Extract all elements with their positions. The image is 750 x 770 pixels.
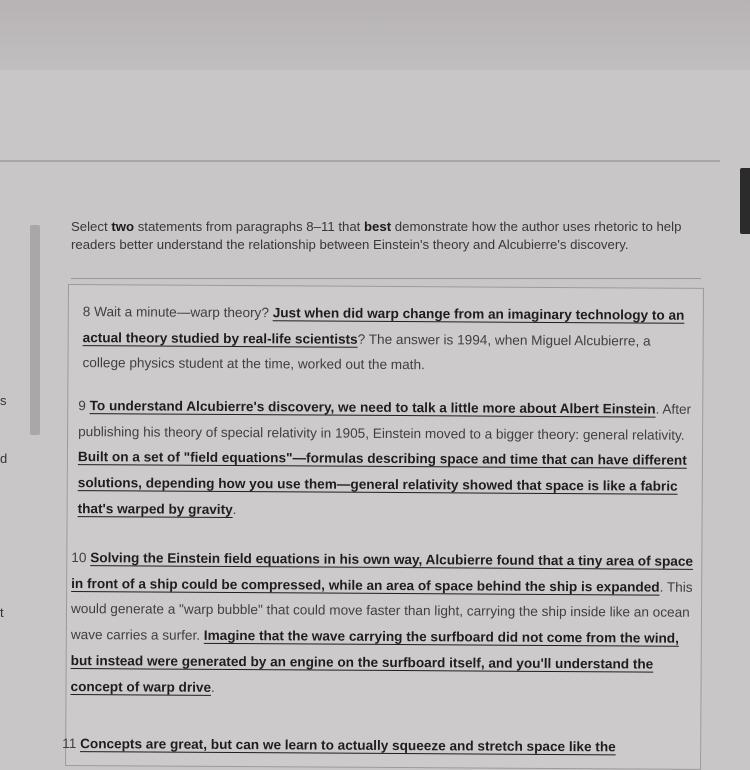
- question-prompt: Select two statements from paragraphs 8–11 that best demonstrate how the author uses rhetoric to help readers better understand the relationship between Einstein's theory and Alcubierre's discovery.: [71, 219, 682, 252]
- paragraph-number: 10: [71, 550, 87, 566]
- passage-text: Wait a minute—warp theory?: [90, 304, 273, 321]
- paragraph-8: [82, 299, 692, 380]
- passage-panel: [62, 284, 704, 770]
- cut-off-text-fragment: d: [0, 451, 8, 466]
- right-panel-tab[interactable]: [740, 168, 750, 234]
- passage-text: .: [232, 501, 237, 517]
- browser-top-area: [0, 0, 750, 70]
- paragraph-number: 11: [62, 735, 77, 752]
- selectable-statement[interactable]: Built on a set of "field equations"—formulas describing space and time that can have different solutions, depending how you use them—general relativity showed that space is like a fabric that's warped by gravity: [77, 449, 687, 517]
- passage-text: . This would generate a "warp bubble" that could move faster than light, carrying the ship inside like an ocean wave carries a surfer.: [70, 579, 693, 643]
- paragraph-number: 8: [82, 304, 91, 320]
- selectable-statement[interactable]: Imagine that the wave carrying the surfboard did not come from the wind, but instead were generated by an engine on the surfboard itself, and you'll understand the concept of warp drive: [70, 627, 679, 695]
- question-divider: [71, 278, 701, 279]
- cut-off-text-fragment: s: [0, 393, 7, 408]
- passage-text: ? The answer is 1994, when Miguel Alcubierre, a college physics student at the time, worked out the math.: [82, 331, 651, 373]
- cut-off-text-fragment: t: [0, 605, 4, 620]
- paragraph-9: [78, 393, 693, 525]
- paragraph-number: 9: [78, 398, 86, 414]
- left-scrollbar[interactable]: [30, 225, 40, 435]
- paragraph-10: [70, 545, 695, 703]
- selectable-statement[interactable]: To understand Alcubierre's discovery, we need to talk a little more about Albert Einstein: [89, 398, 656, 417]
- header-divider: [0, 160, 720, 162]
- passage-text: .: [210, 679, 215, 695]
- selectable-statement[interactable]: Concepts are great, but can we learn to actually squeeze and stretch space like the: [80, 736, 616, 755]
- selectable-statement[interactable]: Just when did warp change from an imaginary technology to an actual theory studied by real-life scientists: [82, 305, 685, 347]
- paragraph-11: [62, 731, 702, 761]
- selectable-statement[interactable]: Solving the Einstein field equations in his own way, Alcubierre found that a tiny area of space in front of a ship could be compressed, while an area of space behind the ship is expanded: [71, 550, 694, 595]
- passage-text: . After publishing his theory of special relativity in 1905, Einstein moved to a bigger theory: general relativity.: [78, 401, 692, 443]
